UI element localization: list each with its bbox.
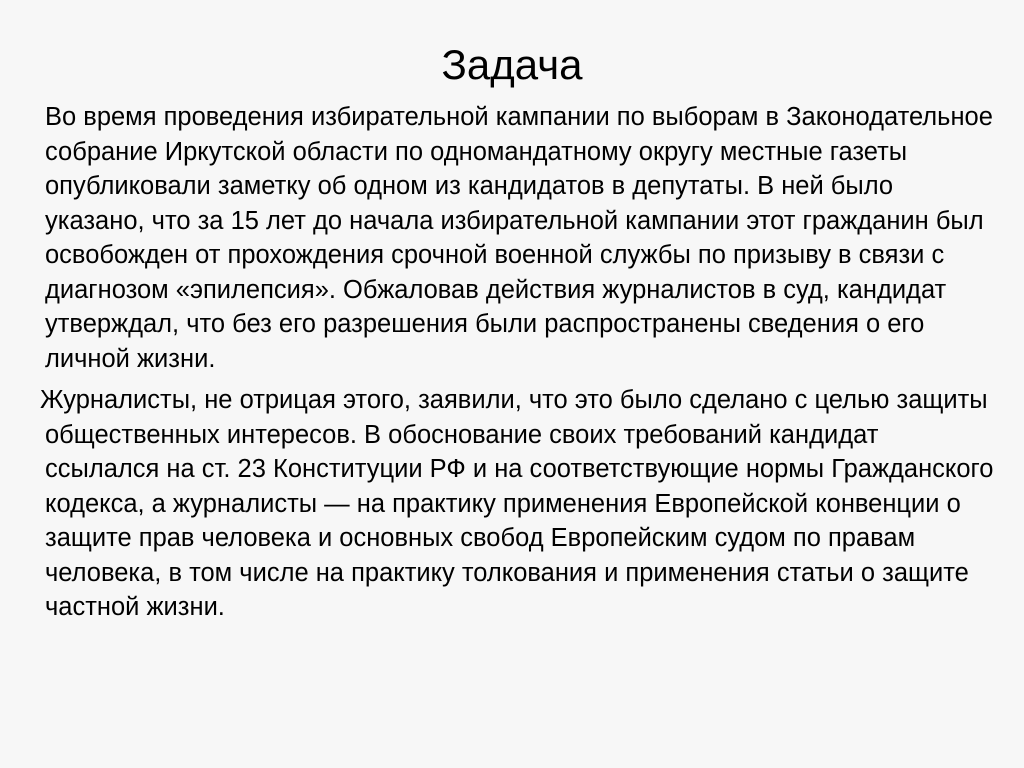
paragraph-case-facts: Во время проведения избирательной кампании по выборам в Законодательное собрание Иркутской области по одномандатному округу местные газеты опубликовали заметку об одном из кандидатов в депутаты. В ней было указано, что за 15 лет до начала избирательной кампании этот гражданин был освобожден от прохождения срочной военной службы по призыву в связи с диагнозом «эпилепсия». Обжаловав действия журналистов в суд, кандидат утверждал, что без его разрешения были распространены сведения о его личной жизни. — [45, 103, 993, 373]
paragraph-arguments: Журналисты, не отрицая этого, заявили, что это было сделано с целью защиты общественных интересов. В обоснование своих требований кандидат ссылался на ст. 23 Конституции РФ и на соответствующие нормы Гражданского кодекса, а журналисты — на практику применения Европейской конвенции о защите прав человека и основных свобод Европейским судом по правам человека, в том числе на практику толкования и применения статьи о защите частной жизни. — [40, 386, 994, 621]
slide-body — [40, 100, 995, 625]
slide-title: Задача — [441, 41, 583, 88]
